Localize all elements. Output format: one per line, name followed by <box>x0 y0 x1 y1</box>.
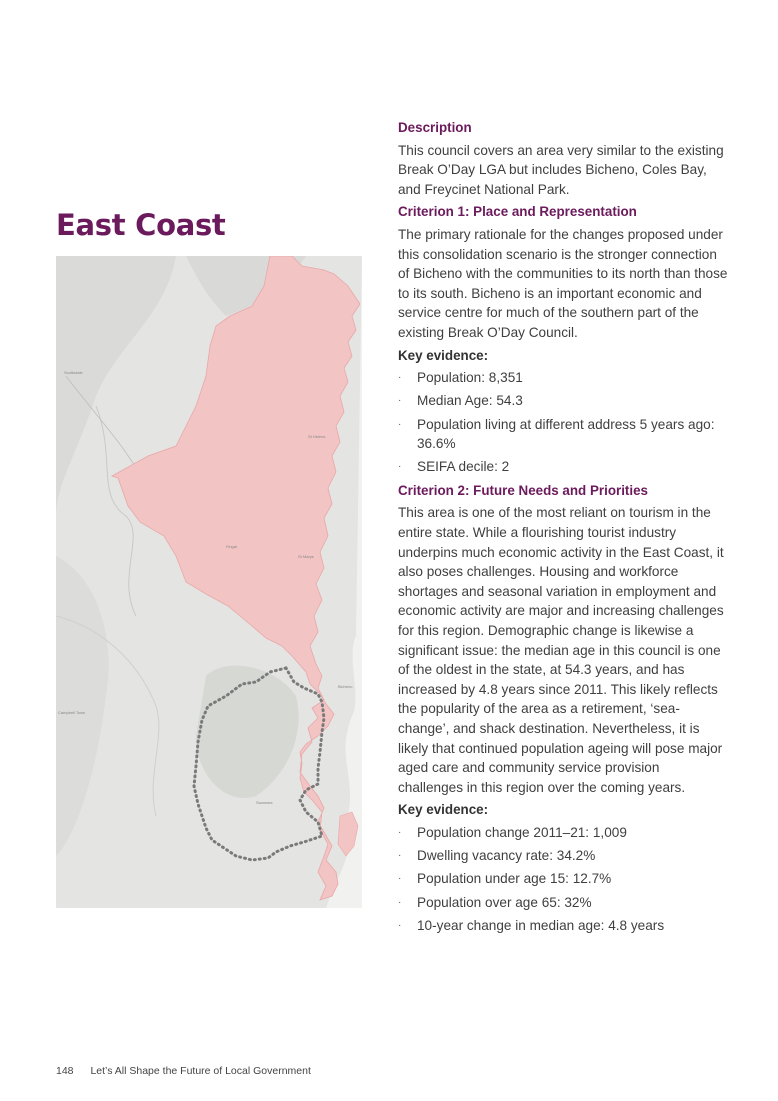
list-item: · Population living at different address 5 years ago: 36.6% <box>398 416 715 452</box>
bullet-icon: · <box>398 826 402 838</box>
list-item: · Median Age: 54.3 <box>398 391 728 411</box>
criterion2-heading: Criterion 2: Future Needs and Priorities <box>398 482 649 498</box>
bullet-icon: · <box>398 896 402 908</box>
list-item: · Population change 2011–21: 1,009 <box>398 823 728 843</box>
key-evidence-2-label: Key evidence: <box>398 802 489 818</box>
list-item: · SEIFA decile: 2 <box>398 457 728 477</box>
list-item: · Population over age 65: 32% <box>398 893 728 913</box>
region-map <box>56 256 362 908</box>
key-evidence-2-list <box>398 823 728 935</box>
key-evidence-1-list <box>398 368 728 477</box>
criterion1-text: The primary rationale for the changes proposed under this consolidation scenario is the stronger connection of Bicheno with the communities to its north than those to its south. Bicheno is an important economic and service centre for much of the southern part of the existing Break O’Day Council. <box>398 226 728 340</box>
bullet-icon: · <box>398 461 402 473</box>
list-item: · Population: 8,351 <box>398 368 728 388</box>
page-title: East Coast <box>56 208 226 242</box>
list-item: · 10-year change in median age: 4.8 years <box>398 916 728 936</box>
list-item: · Dwelling vacancy rate: 34.2% <box>398 846 728 866</box>
criterion1-heading: Criterion 1: Place and Representation <box>398 204 637 220</box>
map-label-bicheno: Bicheno <box>338 684 353 689</box>
publication-title: Let’s All Shape the Future of Local Government <box>90 1065 311 1077</box>
bullet-icon: · <box>398 850 402 862</box>
key-evidence-1-label: Key evidence: <box>398 347 489 363</box>
bullet-icon: · <box>398 418 402 430</box>
list-item: · Population under age 15: 12.7% <box>398 869 728 889</box>
criterion2-text: This area is one of the most reliant on tourism in the entire state. While a flourishing tourist industry underpins much economic activity in the East Coast, it also poses challenges. Housing and workforce shortages and seasonal variation in employment and economic activity are major and increasing challenges for this region. Demographic change is likewise a significant issue: the median age in this council is one of the oldest in the state, at 54.3 years, and has increased by 4.8 years since 2011. This likely reflects the popularity of the area as a retirement, ‘sea-change’, and shack destination. Nevertheless, it is likely that continued population ageing will pose major aged care and community service provision challenges in this region over the coming years. <box>398 505 724 795</box>
map-label-swansea: Swansea <box>256 800 273 805</box>
map-label-campbell-town: Campbell Town <box>58 710 86 715</box>
map-label-st-marys: St Marys <box>298 554 314 559</box>
page-footer <box>56 1065 311 1077</box>
bullet-icon: · <box>398 372 402 384</box>
bullet-icon: · <box>398 919 402 931</box>
content-column <box>398 118 728 939</box>
bullet-icon: · <box>398 395 402 407</box>
map-label-st-helens: St Helens <box>308 434 326 439</box>
map-label-scottsdale: Scottsdale <box>64 370 83 375</box>
map-label-fingal: Fingal <box>226 544 237 549</box>
description-text: This council covers an area very similar to the existing Break O’Day LGA but includes Bicheno, Coles Bay, and Freycinet National Park. <box>398 142 724 197</box>
description-heading: Description <box>398 120 472 135</box>
page-number: 148 <box>56 1065 74 1077</box>
bullet-icon: · <box>398 873 402 885</box>
